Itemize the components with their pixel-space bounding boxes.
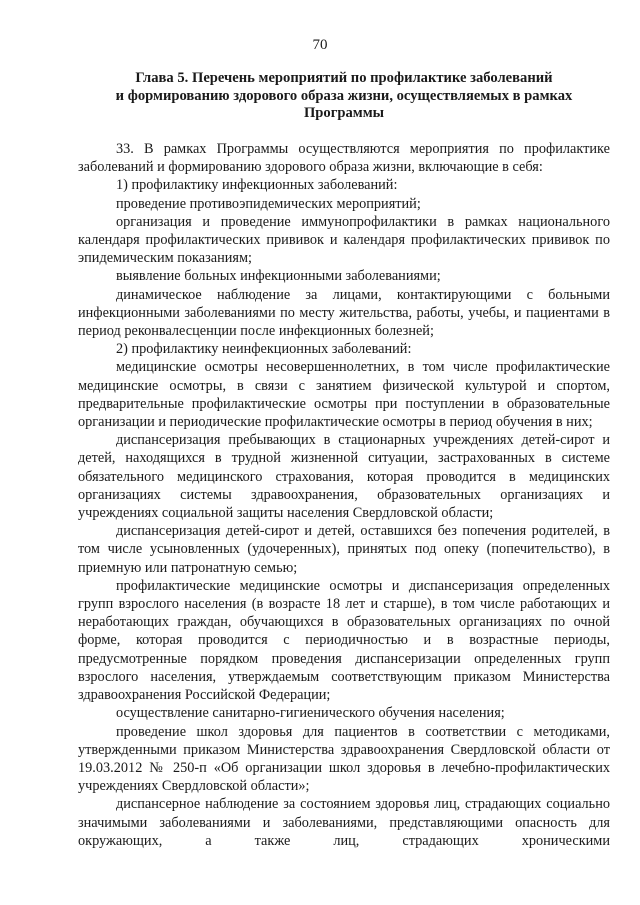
paragraph: выявление больных инфекционными заболеваниями; [116, 268, 441, 285]
paragraph: диспансерное наблюдение за состоянием здоровья лиц, страдающих социально значимыми заболеваниями и заболеваниями, представляющими опасность для окружающих, а также лиц, страдающих хроническими [78, 796, 610, 849]
paragraph-noninfectious-heading: 2) профилактику неинфекционных заболеваний: [116, 341, 412, 358]
paragraph: диспансеризация детей-сирот и детей, оставшихся без попечения родителей, в том числе усыновленных (удочеренных), принятых под опеку (попечительство), в приемную или патронатную семью; [78, 523, 610, 576]
paragraph: динамическое наблюдение за лицами, контактирующими с больными инфекционными заболеваниями по месту жительства, работы, учебы, и пациентами в период реконвалесценции после инфекционных болезней; [78, 286, 610, 340]
paragraph: проведение противоэпидемических мероприятий; [116, 195, 421, 212]
paragraph-item-33: 33. В рамках Программы осуществляются мероприятия по профилактике заболеваний и формированию здорового образа жизни, включающие в себя: [78, 141, 610, 176]
chapter-title-line: Программы [303, 105, 385, 121]
paragraph: профилактические медицинские осмотры и диспансеризация определенных групп взрослого населения (в возрасте 18 лет и старше), в том числе работающих и неработающих граждан, обучающихся в образовательных организациях по очной форме, которая проводится с периодичностью и в возрастные периоды, предусмотренные порядком проведения диспансеризации определенных групп взрослого населения, утверждаемым соответствующим приказом Министерства здравоохранения Российской Федерации; [78, 577, 610, 704]
paragraph: медицинские осмотры несовершеннолетних, в том числе профилактические медицинские осмотры, в связи с занятием физической культурой и спортом, предварительные профилактические осмотры при поступлении в образовательные организации и периодические профилактические осмотры в период обучения в них; [78, 359, 610, 431]
chapter-title-line: и формированию здорового образа жизни, осуществляемых в рамках [115, 87, 573, 104]
paragraph: диспансеризация пребывающих в стационарных учреждениях детей-сирот и детей, находящихся в трудной жизненной ситуации, застрахованных в системе обязательного медицинского страхования, которая проводится в медицинских организациях системы здравоохранения, образовательных организациях и учреждениях социальной защиты населения Свердловской области; [78, 432, 610, 522]
paragraph: организация и проведение иммунопрофилактики в рамках национального календаря профилактических прививок и календаря профилактических прививок по эпидемическим показаниям; [78, 213, 610, 267]
page-number: 70 [312, 37, 328, 53]
chapter-title-line: Глава 5. Перечень мероприятий по профилактике заболеваний [135, 70, 553, 86]
body-text [78, 140, 610, 850]
chapter-title [78, 70, 610, 123]
paragraph-infectious-heading: 1) профилактику инфекционных заболеваний: [116, 177, 398, 194]
paragraph: осуществление санитарно-гигиенического обучения населения; [116, 705, 505, 722]
paragraph: проведение школ здоровья для пациентов в соответствии с методиками, утвержденными приказом Министерства здравоохранения Свердловской области от 19.03.2012 № 250-п «Об организации школ здоровья в лечебно-профилактических учреждениях Свердловской области»; [78, 723, 610, 795]
